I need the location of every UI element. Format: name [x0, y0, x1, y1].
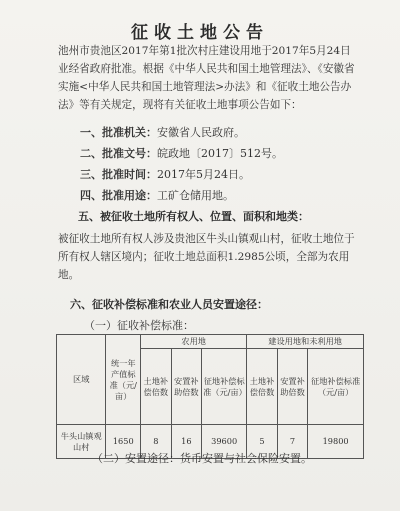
section6-heading: 六、征收补偿标准和农业人员安置途径：	[70, 298, 268, 311]
header-c-land-multiple: 土地补偿倍数	[247, 349, 277, 425]
header-region: 区域	[57, 335, 106, 425]
item-approval-date	[80, 167, 250, 183]
header-farm-compensation: 征地补偿标准（元/亩）	[202, 349, 247, 425]
section5-paragraph: 被征收土地所有权人涉及贵池区牛头山镇观山村，征收土地位于所有权人辖区境内；征收土地总面积1.2985公顷，全部为农用地。	[58, 233, 355, 281]
cell-region: 牛头山镇观山村	[57, 425, 106, 459]
header-unified-value: 统一年产值标准（元/亩）	[106, 335, 141, 425]
cell-c-compensation: 19800	[308, 425, 364, 459]
cell-c-resettle-multiple: 7	[277, 425, 307, 459]
header-c-resettle-multiple: 安置补助倍数	[277, 349, 307, 425]
cell-unified-value: 1650	[106, 425, 141, 459]
item-approval-authority	[80, 125, 245, 141]
header-c-compensation: 征地补偿标准（元/亩）	[308, 349, 364, 425]
item-label: 一、批准机关：	[80, 126, 157, 139]
cell-c-land-multiple: 5	[247, 425, 277, 459]
cell-farm-compensation: 39600	[202, 425, 247, 459]
section5-heading: 五、被征收土地所有权人、位置、面积和地类：	[78, 210, 309, 223]
item-value: 安徽省人民政府。	[157, 126, 245, 139]
table-header-row	[57, 335, 364, 349]
page-title: 征收土地公告	[131, 23, 269, 43]
item-value: 2017年5月24日。	[157, 168, 250, 181]
cell-land-multiple: 8	[141, 425, 171, 459]
compensation-table	[56, 334, 364, 459]
header-land-multiple: 土地补偿倍数	[141, 349, 171, 425]
cell-resettle-multiple: 16	[171, 425, 201, 459]
header-farmland-group: 农用地	[141, 335, 247, 349]
item-value: 工矿仓储用地。	[157, 189, 234, 202]
item-label: 四、批准用途：	[80, 189, 157, 202]
item-approval-number	[80, 146, 283, 162]
header-construction-group: 建设用地和未利用地	[247, 335, 364, 349]
subsection-resettlement: （二）安置途径：货币安置与社会保险安置。	[92, 452, 312, 465]
subsection-compensation: （一）征收补偿标准：	[84, 319, 194, 332]
header-resettle-multiple: 安置补助倍数	[171, 349, 201, 425]
item-approved-use	[80, 188, 234, 204]
item-value: 皖政地〔2017〕512号。	[157, 147, 283, 160]
item-label: 二、批准文号：	[80, 147, 157, 160]
item-label: 三、批准时间：	[80, 168, 157, 181]
intro-paragraph: 池州市贵池区2017年第1批次村庄建设用地于2017年5月24日业经省政府批准。根据《中华人民共和国土地管理法》、《安徽省实施<中华人民共和国土地管理法>办法》和《征收土地公告办法》等有关规定，现将有关征收土地事项公告如下：	[58, 45, 355, 111]
